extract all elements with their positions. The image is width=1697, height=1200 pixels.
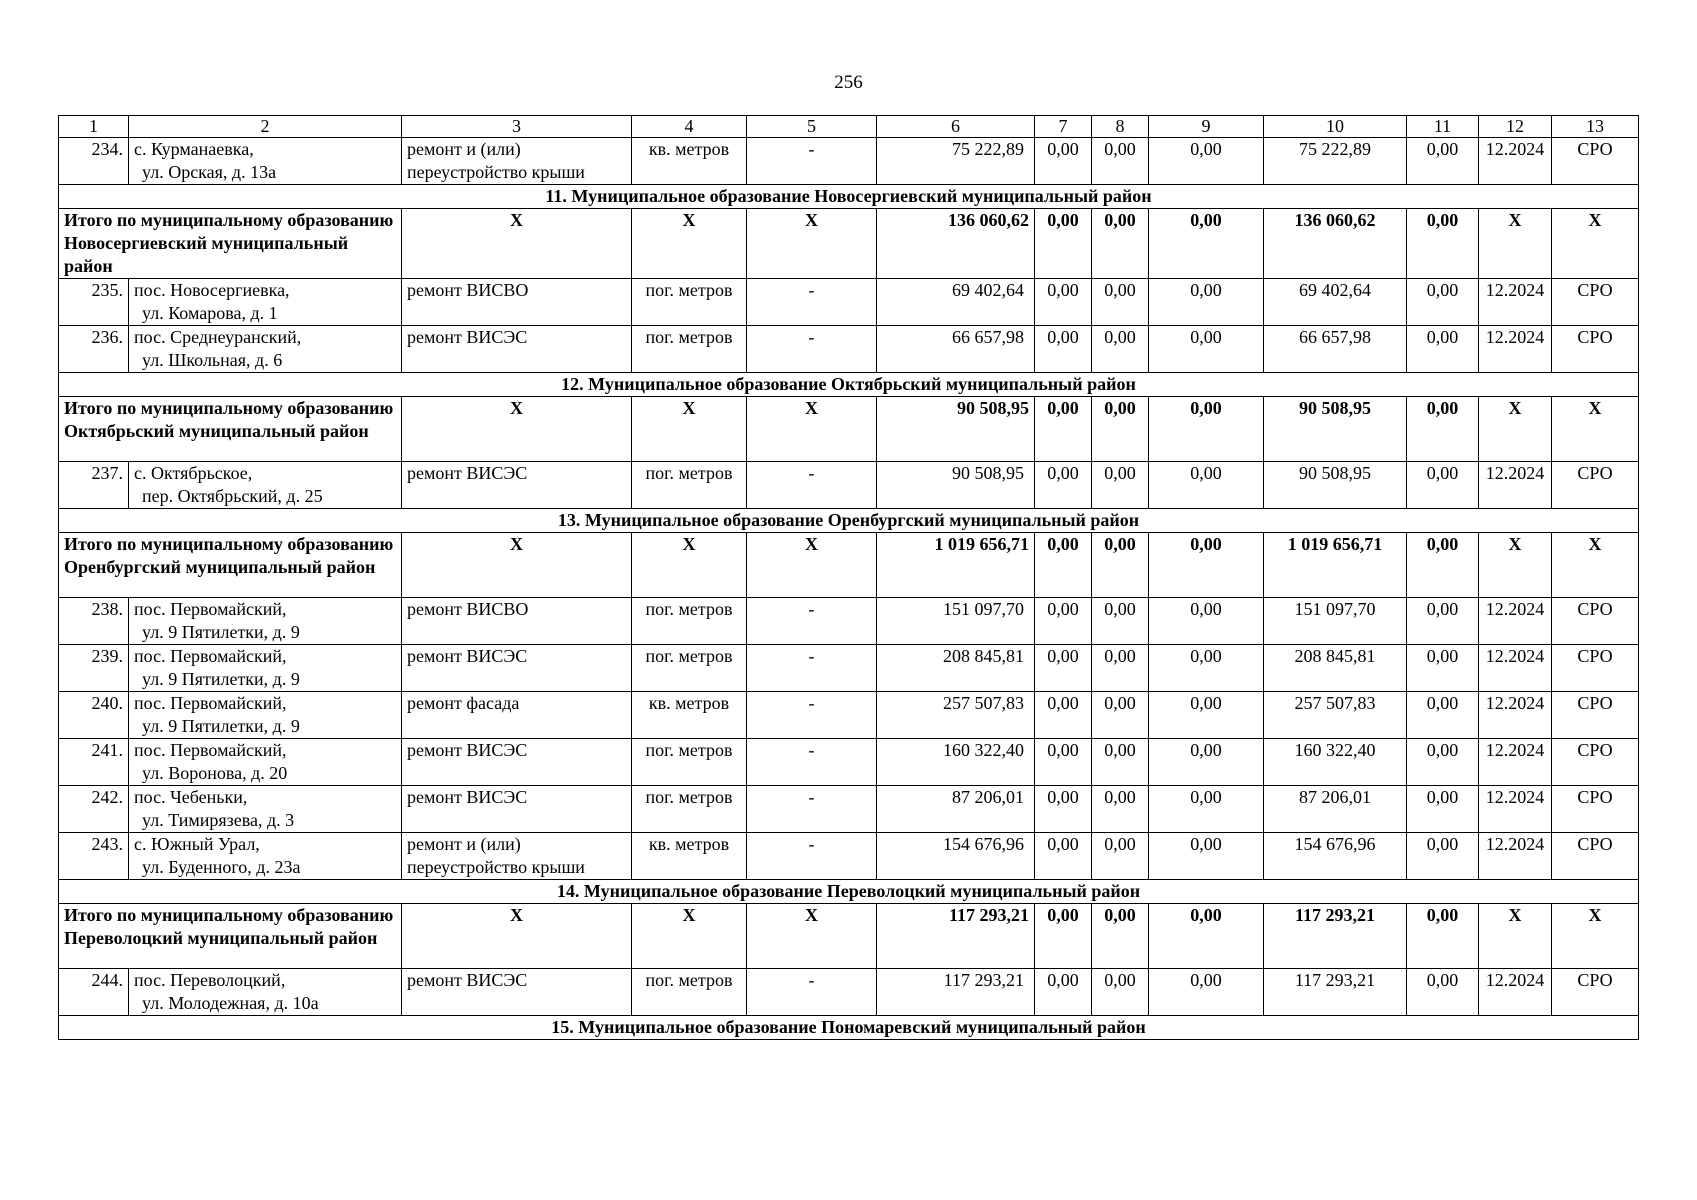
col8-value: 0,00	[1092, 739, 1149, 786]
total-col9: 0,00	[1149, 533, 1264, 598]
total-cost: 136 060,62	[877, 209, 1035, 279]
col5-value: -	[747, 969, 877, 1016]
col7-value: 0,00	[1035, 786, 1092, 833]
col11-value: 0,00	[1407, 692, 1479, 739]
column-number: 4	[632, 116, 747, 138]
completion-date: 12.2024	[1479, 598, 1552, 645]
total-row	[59, 904, 1639, 969]
total-col4: X	[632, 904, 747, 969]
col9-value: 0,00	[1149, 969, 1264, 1016]
section-title: 12. Муниципальное образование Октябрьский муниципальный район	[59, 373, 1639, 397]
total-col10: 90 508,95	[1264, 397, 1407, 462]
street-address: пер. Октябрьский, д. 25	[142, 486, 323, 506]
col11-value: 0,00	[1407, 739, 1479, 786]
settlement: пос. Переволоцкий,	[134, 970, 286, 990]
col7-value: 0,00	[1035, 692, 1092, 739]
street-address: ул. Буденного, д. 23а	[142, 857, 301, 877]
section-title: 11. Муниципальное образование Новосергиевский муниципальный район	[59, 185, 1639, 209]
address-cell	[129, 786, 402, 833]
column-number: 7	[1035, 116, 1092, 138]
col8-value: 0,00	[1092, 786, 1149, 833]
col11-value: 0,00	[1407, 969, 1479, 1016]
work-type: ремонт ВИСЭС	[402, 645, 632, 692]
total-col11: 0,00	[1407, 209, 1479, 279]
table-row	[59, 326, 1639, 373]
col9-value: 0,00	[1149, 326, 1264, 373]
settlement: с. Октябрьское,	[134, 463, 253, 483]
total-cost: 1 019 656,71	[877, 533, 1035, 598]
contractor-type: СРО	[1552, 326, 1639, 373]
col5-value: -	[747, 138, 877, 185]
contractor-type: СРО	[1552, 786, 1639, 833]
col5-value: -	[747, 279, 877, 326]
table-row	[59, 138, 1639, 185]
row-number: 243.	[59, 833, 129, 880]
total-label: Итого по муниципальному образованию Переволоцкий муниципальный район	[59, 904, 402, 969]
address-cell	[129, 138, 402, 185]
col8-value: 0,00	[1092, 462, 1149, 509]
row-number: 241.	[59, 739, 129, 786]
total-col5: X	[747, 904, 877, 969]
col10-value: 160 322,40	[1264, 739, 1407, 786]
col10-value: 154 676,96	[1264, 833, 1407, 880]
completion-date: 12.2024	[1479, 326, 1552, 373]
col9-value: 0,00	[1149, 462, 1264, 509]
completion-date: 12.2024	[1479, 833, 1552, 880]
total-col8: 0,00	[1092, 904, 1149, 969]
col5-value: -	[747, 598, 877, 645]
total-label: Итого по муниципальному образованию Оренбургский муниципальный район	[59, 533, 402, 598]
work-type: ремонт ВИСЭС	[402, 326, 632, 373]
total-col13: X	[1552, 904, 1639, 969]
row-number: 238.	[59, 598, 129, 645]
col8-value: 0,00	[1092, 598, 1149, 645]
contractor-type: СРО	[1552, 138, 1639, 185]
total-cost-value: 75 222,89	[877, 138, 1035, 185]
col5-value: -	[747, 739, 877, 786]
contractor-type: СРО	[1552, 969, 1639, 1016]
street-address: ул. Школьная, д. 6	[142, 350, 283, 370]
address-cell	[129, 645, 402, 692]
address-cell	[129, 462, 402, 509]
col11-value: 0,00	[1407, 645, 1479, 692]
total-col7: 0,00	[1035, 209, 1092, 279]
unit-of-measure: пог. метров	[632, 462, 747, 509]
total-col9: 0,00	[1149, 397, 1264, 462]
table-row	[59, 279, 1639, 326]
total-col8: 0,00	[1092, 397, 1149, 462]
col8-value: 0,00	[1092, 279, 1149, 326]
total-col10: 117 293,21	[1264, 904, 1407, 969]
total-col5: X	[747, 397, 877, 462]
section-header-row	[59, 185, 1639, 209]
total-col12: X	[1479, 397, 1552, 462]
table-row	[59, 598, 1639, 645]
row-number: 239.	[59, 645, 129, 692]
total-col12: X	[1479, 533, 1552, 598]
total-col8: 0,00	[1092, 209, 1149, 279]
work-type: ремонт и (или) переустройство крыши	[402, 833, 632, 880]
total-row	[59, 397, 1639, 462]
completion-date: 12.2024	[1479, 138, 1552, 185]
column-number-row	[59, 116, 1639, 138]
total-col7: 0,00	[1035, 397, 1092, 462]
col11-value: 0,00	[1407, 326, 1479, 373]
total-col11: 0,00	[1407, 397, 1479, 462]
table-body	[59, 116, 1639, 1040]
col11-value: 0,00	[1407, 138, 1479, 185]
street-address: ул. 9 Пятилетки, д. 9	[142, 669, 300, 689]
total-label: Итого по муниципальному образованию Новосергиевский муниципальный район	[59, 209, 402, 279]
col10-value: 69 402,64	[1264, 279, 1407, 326]
section-title: 14. Муниципальное образование Переволоцкий муниципальный район	[59, 880, 1639, 904]
col11-value: 0,00	[1407, 462, 1479, 509]
unit-of-measure: кв. метров	[632, 138, 747, 185]
column-number: 2	[129, 116, 402, 138]
completion-date: 12.2024	[1479, 645, 1552, 692]
col8-value: 0,00	[1092, 833, 1149, 880]
contractor-type: СРО	[1552, 598, 1639, 645]
col11-value: 0,00	[1407, 279, 1479, 326]
total-col7: 0,00	[1035, 904, 1092, 969]
table-row	[59, 833, 1639, 880]
col11-value: 0,00	[1407, 598, 1479, 645]
contractor-type: СРО	[1552, 462, 1639, 509]
column-number: 5	[747, 116, 877, 138]
total-col5: X	[747, 533, 877, 598]
col7-value: 0,00	[1035, 833, 1092, 880]
unit-of-measure: пог. метров	[632, 739, 747, 786]
section-title: 13. Муниципальное образование Оренбургский муниципальный район	[59, 509, 1639, 533]
column-number: 10	[1264, 116, 1407, 138]
col5-value: -	[747, 645, 877, 692]
contractor-type: СРО	[1552, 692, 1639, 739]
row-number: 244.	[59, 969, 129, 1016]
column-number: 13	[1552, 116, 1639, 138]
col8-value: 0,00	[1092, 692, 1149, 739]
col7-value: 0,00	[1035, 462, 1092, 509]
total-col4: X	[632, 397, 747, 462]
unit-of-measure: пог. метров	[632, 645, 747, 692]
settlement: пос. Первомайский,	[134, 693, 287, 713]
unit-of-measure: пог. метров	[632, 598, 747, 645]
work-type: ремонт ВИСЭС	[402, 462, 632, 509]
col9-value: 0,00	[1149, 786, 1264, 833]
work-type: ремонт ВИСЭС	[402, 739, 632, 786]
settlement: пос. Чебеньки,	[134, 787, 248, 807]
address-cell	[129, 692, 402, 739]
total-col9: 0,00	[1149, 904, 1264, 969]
total-col8: 0,00	[1092, 533, 1149, 598]
col7-value: 0,00	[1035, 969, 1092, 1016]
col8-value: 0,00	[1092, 326, 1149, 373]
table-row	[59, 462, 1639, 509]
col9-value: 0,00	[1149, 739, 1264, 786]
section-header-row	[59, 373, 1639, 397]
column-number: 8	[1092, 116, 1149, 138]
total-col5: X	[747, 209, 877, 279]
unit-of-measure: пог. метров	[632, 326, 747, 373]
completion-date: 12.2024	[1479, 786, 1552, 833]
total-col12: X	[1479, 209, 1552, 279]
col10-value: 151 097,70	[1264, 598, 1407, 645]
section-header-row	[59, 880, 1639, 904]
work-type: ремонт ВИСЭС	[402, 786, 632, 833]
col9-value: 0,00	[1149, 598, 1264, 645]
section-header-row	[59, 1016, 1639, 1040]
col5-value: -	[747, 326, 877, 373]
col7-value: 0,00	[1035, 598, 1092, 645]
row-number: 242.	[59, 786, 129, 833]
col8-value: 0,00	[1092, 645, 1149, 692]
work-type: ремонт ВИСВО	[402, 279, 632, 326]
total-cost: 117 293,21	[877, 904, 1035, 969]
total-label: Итого по муниципальному образованию Октябрьский муниципальный район	[59, 397, 402, 462]
col10-value: 87 206,01	[1264, 786, 1407, 833]
row-number: 240.	[59, 692, 129, 739]
table-row	[59, 786, 1639, 833]
unit-of-measure: пог. метров	[632, 786, 747, 833]
street-address: ул. Воронова, д. 20	[142, 763, 288, 783]
col10-value: 75 222,89	[1264, 138, 1407, 185]
settlement: пос. Первомайский,	[134, 740, 287, 760]
completion-date: 12.2024	[1479, 692, 1552, 739]
total-col3: X	[402, 209, 632, 279]
total-cost-value: 66 657,98	[877, 326, 1035, 373]
settlement: с. Южный Урал,	[134, 834, 260, 854]
address-cell	[129, 326, 402, 373]
total-col13: X	[1552, 533, 1639, 598]
total-row	[59, 209, 1639, 279]
total-cost-value: 90 508,95	[877, 462, 1035, 509]
col10-value: 208 845,81	[1264, 645, 1407, 692]
col5-value: -	[747, 786, 877, 833]
col5-value: -	[747, 462, 877, 509]
total-row	[59, 533, 1639, 598]
column-number: 3	[402, 116, 632, 138]
settlement: пос. Новосергиевка,	[134, 280, 290, 300]
total-col10: 1 019 656,71	[1264, 533, 1407, 598]
total-cost-value: 69 402,64	[877, 279, 1035, 326]
section-header-row	[59, 509, 1639, 533]
settlement: пос. Среднеуранский,	[134, 327, 302, 347]
completion-date: 12.2024	[1479, 462, 1552, 509]
total-col3: X	[402, 397, 632, 462]
total-cost-value: 257 507,83	[877, 692, 1035, 739]
street-address: ул. Комарова, д. 1	[142, 303, 278, 323]
column-number: 9	[1149, 116, 1264, 138]
total-cost-value: 117 293,21	[877, 969, 1035, 1016]
unit-of-measure: кв. метров	[632, 692, 747, 739]
settlement: с. Курманаевка,	[134, 139, 254, 159]
table-row	[59, 645, 1639, 692]
col10-value: 117 293,21	[1264, 969, 1407, 1016]
contractor-type: СРО	[1552, 739, 1639, 786]
contractor-type: СРО	[1552, 833, 1639, 880]
address-cell	[129, 969, 402, 1016]
unit-of-measure: пог. метров	[632, 969, 747, 1016]
col7-value: 0,00	[1035, 138, 1092, 185]
total-col13: X	[1552, 397, 1639, 462]
row-number: 237.	[59, 462, 129, 509]
contractor-type: СРО	[1552, 279, 1639, 326]
work-type: ремонт фасада	[402, 692, 632, 739]
col10-value: 66 657,98	[1264, 326, 1407, 373]
street-address: ул. Тимирязева, д. 3	[142, 810, 295, 830]
col5-value: -	[747, 692, 877, 739]
work-type: ремонт ВИСЭС	[402, 969, 632, 1016]
work-type: ремонт и (или) переустройство крыши	[402, 138, 632, 185]
col11-value: 0,00	[1407, 786, 1479, 833]
table-row	[59, 969, 1639, 1016]
column-number: 6	[877, 116, 1035, 138]
address-cell	[129, 279, 402, 326]
col9-value: 0,00	[1149, 833, 1264, 880]
table-row	[59, 739, 1639, 786]
column-number: 1	[59, 116, 129, 138]
section-title: 15. Муниципальное образование Пономаревский муниципальный район	[59, 1016, 1639, 1040]
total-cost-value: 160 322,40	[877, 739, 1035, 786]
completion-date: 12.2024	[1479, 739, 1552, 786]
address-cell	[129, 598, 402, 645]
col8-value: 0,00	[1092, 969, 1149, 1016]
address-cell	[129, 739, 402, 786]
total-col3: X	[402, 533, 632, 598]
col9-value: 0,00	[1149, 138, 1264, 185]
completion-date: 12.2024	[1479, 279, 1552, 326]
total-col9: 0,00	[1149, 209, 1264, 279]
total-col11: 0,00	[1407, 533, 1479, 598]
col9-value: 0,00	[1149, 279, 1264, 326]
settlement: пос. Первомайский,	[134, 646, 287, 666]
total-cost-value: 208 845,81	[877, 645, 1035, 692]
row-number: 234.	[59, 138, 129, 185]
col9-value: 0,00	[1149, 645, 1264, 692]
col10-value: 257 507,83	[1264, 692, 1407, 739]
total-cost: 90 508,95	[877, 397, 1035, 462]
col7-value: 0,00	[1035, 739, 1092, 786]
street-address: ул. Молодежная, д. 10а	[142, 993, 319, 1013]
work-type: ремонт ВИСВО	[402, 598, 632, 645]
total-col7: 0,00	[1035, 533, 1092, 598]
col8-value: 0,00	[1092, 138, 1149, 185]
total-col13: X	[1552, 209, 1639, 279]
total-col3: X	[402, 904, 632, 969]
column-number: 11	[1407, 116, 1479, 138]
address-cell	[129, 833, 402, 880]
col7-value: 0,00	[1035, 645, 1092, 692]
total-col4: X	[632, 209, 747, 279]
total-col12: X	[1479, 904, 1552, 969]
total-cost-value: 154 676,96	[877, 833, 1035, 880]
street-address: ул. Орская, д. 13а	[142, 162, 277, 182]
row-number: 236.	[59, 326, 129, 373]
settlement: пос. Первомайский,	[134, 599, 287, 619]
unit-of-measure: пог. метров	[632, 279, 747, 326]
col9-value: 0,00	[1149, 692, 1264, 739]
col7-value: 0,00	[1035, 326, 1092, 373]
total-col11: 0,00	[1407, 904, 1479, 969]
total-cost-value: 87 206,01	[877, 786, 1035, 833]
col10-value: 90 508,95	[1264, 462, 1407, 509]
completion-date: 12.2024	[1479, 969, 1552, 1016]
unit-of-measure: кв. метров	[632, 833, 747, 880]
contractor-type: СРО	[1552, 645, 1639, 692]
col7-value: 0,00	[1035, 279, 1092, 326]
capital-repair-table	[58, 115, 1639, 1040]
total-col10: 136 060,62	[1264, 209, 1407, 279]
total-cost-value: 151 097,70	[877, 598, 1035, 645]
col5-value: -	[747, 833, 877, 880]
col11-value: 0,00	[1407, 833, 1479, 880]
street-address: ул. 9 Пятилетки, д. 9	[142, 622, 300, 642]
table-row	[59, 692, 1639, 739]
street-address: ул. 9 Пятилетки, д. 9	[142, 716, 300, 736]
row-number: 235.	[59, 279, 129, 326]
column-number: 12	[1479, 116, 1552, 138]
page-number: 256	[834, 72, 863, 93]
total-col4: X	[632, 533, 747, 598]
